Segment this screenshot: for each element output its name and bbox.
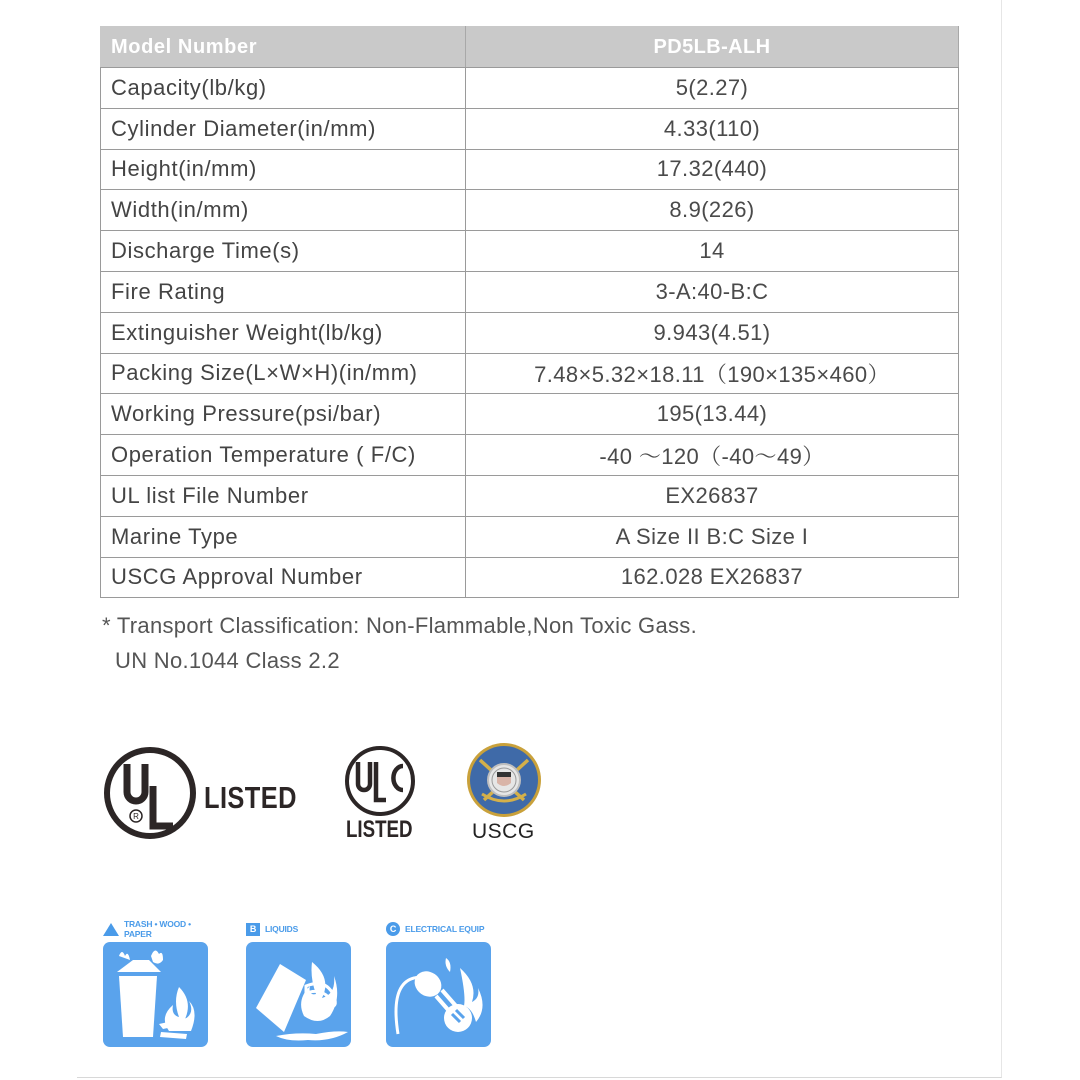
table-row <box>101 516 959 557</box>
svg-text:R: R <box>133 812 139 821</box>
footnote-line-2: UN No.1044 Class 2.2 <box>115 648 340 673</box>
row-label: Extinguisher Weight(lb/kg) <box>101 312 466 353</box>
row-value: 14 <box>466 231 959 272</box>
row-label: Width(in/mm) <box>101 190 466 231</box>
row-value: A Size II B:C Size I <box>466 516 959 557</box>
table-row <box>101 108 959 149</box>
row-label: Marine Type <box>101 516 466 557</box>
liquid-fire-icon <box>246 942 351 1047</box>
row-label: USCG Approval Number <box>101 557 466 598</box>
table-row <box>101 353 959 394</box>
class-a-label: TRASH • WOOD • PAPER <box>124 919 191 939</box>
table-row <box>101 149 959 190</box>
row-value: 162.028 EX26837 <box>466 557 959 598</box>
spec-table <box>100 26 959 598</box>
electrical-fire-icon <box>386 942 491 1047</box>
row-label: Working Pressure(psi/bar) <box>101 394 466 435</box>
ul-listed-logo-icon <box>103 746 197 840</box>
row-label: Capacity(lb/kg) <box>101 68 466 109</box>
class-c-label: ELECTRICAL EQUIP <box>405 924 485 934</box>
row-label: Height(in/mm) <box>101 149 466 190</box>
fire-class-icons <box>100 918 500 1048</box>
table-row <box>101 475 959 516</box>
row-label: Packing Size(L×W×H)(in/mm) <box>101 353 466 394</box>
uscg-label: USCG <box>472 820 535 843</box>
row-value: 4.33(110) <box>466 108 959 149</box>
row-label: Cylinder Diameter(in/mm) <box>101 108 466 149</box>
row-value: EX26837 <box>466 475 959 516</box>
row-value: 8.9(226) <box>466 190 959 231</box>
row-value: 5(2.27) <box>466 68 959 109</box>
trash-wood-fire-icon <box>103 942 208 1047</box>
table-row <box>101 435 959 476</box>
row-value: 3-A:40-B:C <box>466 271 959 312</box>
table-row <box>101 190 959 231</box>
ulc-listed-label: LISTED <box>346 816 413 843</box>
fire-class-b <box>246 918 356 1048</box>
class-b-square-icon: B <box>246 923 260 936</box>
row-value: 195(13.44) <box>466 394 959 435</box>
row-label: Fire Rating <box>101 271 466 312</box>
table-row <box>101 557 959 598</box>
transport-footnote <box>102 608 697 678</box>
fire-class-a <box>103 918 213 1048</box>
class-a-triangle-icon <box>103 923 119 936</box>
header-model-number: PD5LB-ALH <box>466 27 959 68</box>
class-c-circle-icon: C <box>386 922 400 936</box>
table-header-row <box>101 27 959 68</box>
table-row <box>101 231 959 272</box>
table-row <box>101 312 959 353</box>
class-b-label: LIQUIDS <box>265 924 299 934</box>
ulc-listed-logo-icon <box>343 744 417 818</box>
row-label: UL list File Number <box>101 475 466 516</box>
row-value: 7.48×5.32×18.11（190×135×460） <box>466 353 959 394</box>
row-value: 17.32(440) <box>466 149 959 190</box>
header-label: Model Number <box>101 27 466 68</box>
fire-class-c <box>386 918 496 1048</box>
table-row <box>101 271 959 312</box>
row-label: Operation Temperature ( F/C) <box>101 435 466 476</box>
table-row <box>101 394 959 435</box>
row-label: Discharge Time(s) <box>101 231 466 272</box>
table-row <box>101 68 959 109</box>
footnote-line-1: * Transport Classification: Non-Flammable,Non Toxic Gass. <box>102 613 698 638</box>
uscg-seal-icon <box>466 742 542 818</box>
ul-listed-label: LISTED <box>204 780 297 815</box>
row-value: 9.943(4.51) <box>466 312 959 353</box>
row-value: -40 ～120（-40～49） <box>466 435 959 476</box>
certification-logos <box>100 740 560 850</box>
